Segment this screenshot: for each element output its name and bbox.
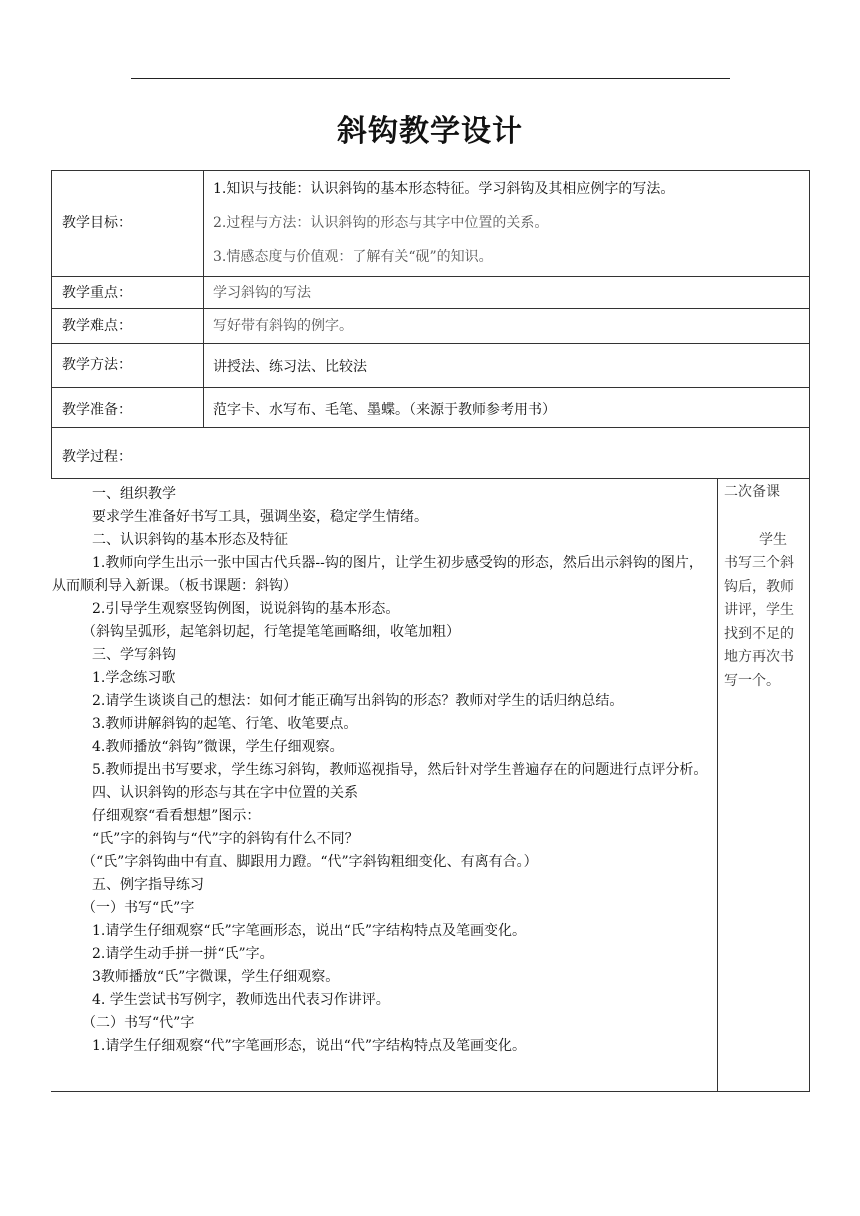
row-divider bbox=[51, 308, 810, 309]
difficulty-value: 写好带有斜钩的例字。 bbox=[213, 318, 353, 334]
method-label: 教学方法： bbox=[62, 357, 132, 373]
process-line: 仔细观察“看看想想”图示： bbox=[92, 808, 261, 824]
process-line: 3.教师讲解斜钩的起笔、行笔、收笔要点。 bbox=[92, 716, 358, 732]
row-divider bbox=[51, 427, 810, 428]
objective-item: 2.过程与方法：认识斜钩的形态与其字中位置的关系。 bbox=[213, 215, 549, 231]
row-divider bbox=[51, 343, 810, 344]
process-right-rule bbox=[809, 478, 810, 1091]
process-line: 1.请学生仔细观察“氏”字笔画形态，说出“氏”字结构特点及笔画变化。 bbox=[92, 923, 526, 939]
process-line: （一）书写“氏”字 bbox=[82, 900, 195, 916]
process-line: 要求学生准备好书写工具，强调坐姿，稳定学生情绪。 bbox=[92, 509, 428, 525]
process-line: （二）书写“代”字 bbox=[82, 1015, 195, 1031]
document-title: 斜钩教学设计 bbox=[337, 114, 523, 149]
process-label: 教学过程： bbox=[62, 449, 132, 465]
process-line: 5.教师提出书写要求，学生练习斜钩，教师巡视指导，然后针对学生普遍存在的问题进行点评分析。 bbox=[92, 762, 708, 778]
process-line: 3教师播放“氏”字微课，学生仔细观察。 bbox=[92, 969, 340, 985]
process-line: 2.请学生动手拼一拼“氏”字。 bbox=[92, 946, 274, 962]
objective-item: 3.情感态度与价值观：了解有关“砚”的知识。 bbox=[213, 249, 493, 265]
process-line: 1.请学生仔细观察“代”字笔画形态，说出“代”字结构特点及笔画变化。 bbox=[92, 1038, 526, 1054]
process-line: 五、例字指导练习 bbox=[92, 877, 204, 893]
preparation-value: 范字卡、水写布、毛笔、墨蝶。（来源于教师参考用书） bbox=[213, 402, 556, 418]
row-divider bbox=[51, 387, 810, 388]
process-line: 1.学念练习歌 bbox=[92, 670, 176, 686]
objectives-label: 教学目标： bbox=[62, 215, 132, 231]
process-line: 4.教师播放“斜钩”微课，学生仔细观察。 bbox=[92, 739, 344, 755]
method-value: 讲授法、练习法、比较法 bbox=[213, 359, 367, 375]
objective-item: 1.知识与技能：认识斜钩的基本形态特征。学习斜钩及其相应例字的写法。 bbox=[213, 181, 675, 197]
difficulty-label: 教学难点： bbox=[62, 318, 132, 334]
header-rule bbox=[131, 78, 730, 79]
process-line: 4. 学生尝试书写例字，教师选出代表习作讲评。 bbox=[92, 992, 390, 1008]
process-line: 2.引导学生观察竖钩例图，说说斜钩的基本形态。 bbox=[92, 601, 400, 617]
process-line: 一、组织教学 bbox=[92, 486, 176, 502]
process-line: （斜钩呈弧形，起笔斜切起，行笔提笔笔画略细，收笔加粗） bbox=[82, 624, 460, 640]
secondary-prep-note: 学生书写三个斜钩后，教师讲评，学生找到不足的地方再次书写一个。 bbox=[724, 531, 794, 689]
process-top-rule bbox=[51, 478, 810, 479]
key-point-value: 学习斜钩的写法 bbox=[213, 285, 311, 301]
process-line: （“氏”字斜钩曲中有直、脚跟用力蹬。“代”字斜钩粗细变化、有离有合。） bbox=[82, 854, 538, 870]
preparation-label: 教学准备： bbox=[62, 402, 132, 418]
process-line: “氏”字的斜钩与“代”字的斜钩有什么不同？ bbox=[92, 831, 359, 847]
secondary-prep-heading: 二次备课 bbox=[724, 484, 780, 500]
process-content bbox=[52, 483, 710, 1058]
process-line: 2.请学生谈谈自己的想法：如何才能正确写出斜钩的形态？教师对学生的话归纳总结。 bbox=[92, 693, 624, 709]
process-line: 1.教师向学生出示一张中国古代兵器--钩的图片，让学生初步感受钩的形态，然后出示斜钩的图片，从而顺利导入新课。（板书课题：斜钩） bbox=[52, 555, 703, 594]
process-line: 三、学写斜钩 bbox=[92, 647, 176, 663]
process-bottom-rule bbox=[51, 1091, 810, 1092]
process-line: 四、认识斜钩的形态与其在字中位置的关系 bbox=[92, 785, 358, 801]
side-column-divider bbox=[717, 478, 718, 1091]
table-column-divider bbox=[203, 170, 204, 427]
secondary-prep-column bbox=[724, 481, 800, 693]
key-point-label: 教学重点： bbox=[62, 285, 132, 301]
row-divider bbox=[51, 276, 810, 277]
process-line: 二、认识斜钩的基本形态及特征 bbox=[92, 532, 288, 548]
